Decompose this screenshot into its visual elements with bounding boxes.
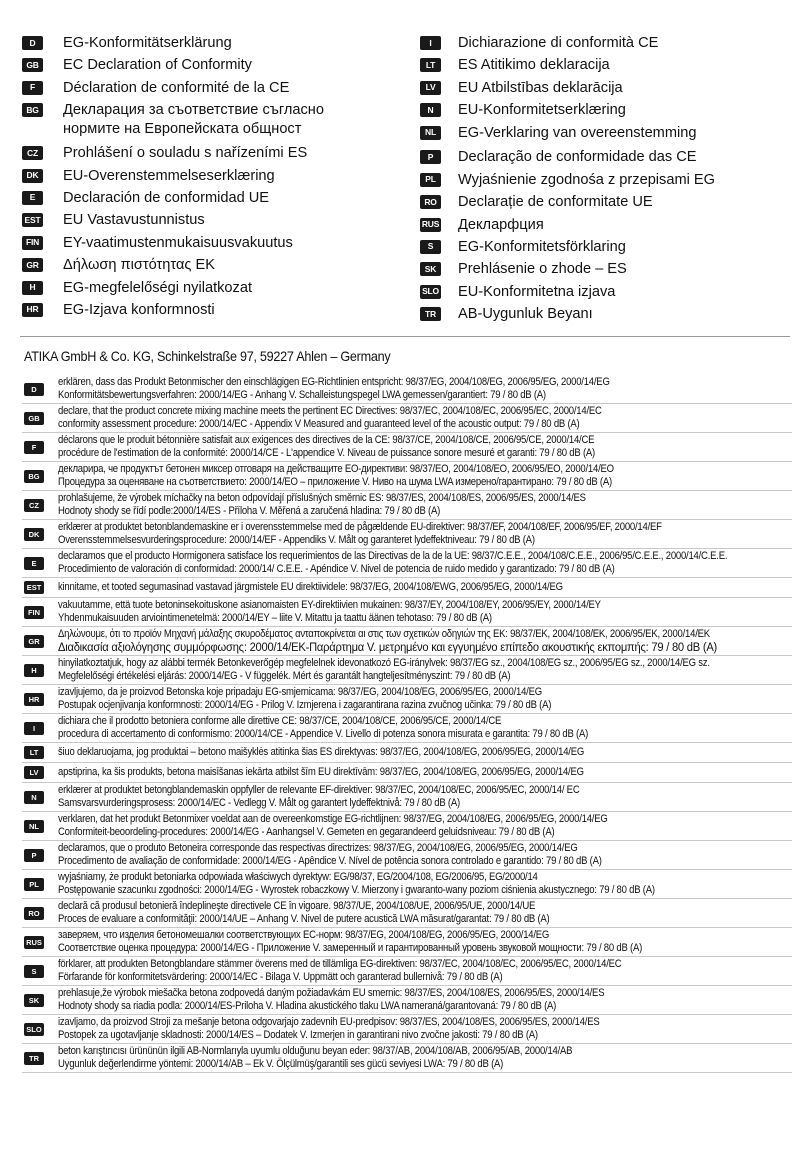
country-code-badge: SLO	[24, 1023, 44, 1036]
country-code-badge: EST	[22, 213, 43, 227]
header-item	[420, 193, 792, 212]
declaration-row	[22, 520, 792, 549]
country-code-badge: E	[24, 557, 44, 570]
country-code-badge: GR	[24, 635, 44, 648]
country-code-badge: LT	[420, 58, 441, 72]
header-left-column	[22, 34, 402, 327]
country-code-badge: FIN	[24, 606, 44, 619]
declaration-line: declaramos, que o produto Betoneira corresponde das respectivas directrizes: 98/37/EG, 2004/108/EG, 2006/95/EG, 2000/14/EG	[58, 842, 578, 855]
declaration-row	[22, 404, 792, 433]
declaration-line: erklären, dass das Produkt Betonmischer den einschlägigen EG-Richtlinien entspricht: 98/37/EG, 2004/108/EG, 2006/95/EG, 2000/14/EG	[58, 376, 610, 389]
declaration-text	[58, 766, 584, 779]
declaration-line: Postępowanie szacunku zgodności: 2000/14/EG - Wyrostek robaczkowy V. Mierzony i gwaranto-wany poziom ciśnienia akustycznego: 79 / 80 dB (A)	[58, 884, 655, 897]
declaration-line: Postopek za ugotavljanje skladnosti: 2000/14/ES – Dodatek V. Izmerjen in garantirani nivo zvočne jakosti: 79 / 80 dB (A)	[58, 1029, 538, 1042]
declaration-line: Procedimento de avaliação de conformidade: 2000/14/EG - Apêndice V. Nível de potência sonora controlado e garantido: 79 / 80 dB (A)	[58, 855, 602, 868]
header-title: Prehlásenie o zhode – ES	[458, 261, 627, 278]
country-code-badge: PL	[420, 173, 441, 187]
header-title: EU-Konformitetna izjava	[458, 283, 616, 300]
declaration-text	[58, 686, 551, 712]
declaration-line: Förfarande för konformitetsvärdering: 2000/14/EC - Bilaga V. Uppmätt och garanterad bullernivå: 79 / 80 dB (A)	[58, 971, 503, 984]
declaration-text	[58, 987, 604, 1013]
declaration-line: dichiara che il prodotto betoniera conforme alle direttive CE: 98/37/CE, 2004/108/CE, 2006/95/CE, 2000/14/CE	[58, 715, 502, 728]
declaration-line: verklaren, dat het produkt Betonmixer voeldat aan de overeenkomstige EG-richtlijnen: 98/37/EG, 2004/108/EG, 2006/95/EG, 2000/14/EG	[58, 813, 608, 826]
country-code-badge: HR	[24, 693, 44, 706]
declaration-row	[22, 714, 792, 743]
declaration-line: Διαδικασία αξιολόγησης συμμόρφωσης: 2000/14/ΕΚ-Παράρτημα V. μετρημένο και εγγυημένο επίπεδο ακουστικής εκπομπής: 79 / 80 dB (A)	[58, 640, 718, 655]
declaration-line: Δηλώνουμε, ότι το προϊόν Μηχανή μάλαξης σκυροδέματος ανταποκρίνεται αι στις των σχετικών οδηγιών της ΕΚ: 98/37/ΕΚ, 2004/108/ΕΚ, 2006/95/ΕΚ, 2000/14/ΕΚ	[58, 628, 710, 641]
country-code-badge: S	[420, 240, 441, 254]
declaration-line: Megfelelőségi értékelési eljárás: 2000/14/EG - V függelék. Mért és garantált hangteljesítményszint: 79 / 80 dB (A)	[58, 670, 511, 683]
header-title: EU Vastavustunnistus	[63, 212, 205, 229]
header-titles	[22, 34, 792, 327]
declaration-line: Samsvarsvurderingsprosess: 2000/14/EC - Vedlegg V. Målt og garantert lydeffektnivå: 79 / 80 dB (A)	[58, 797, 460, 810]
declaration-line: procédure de l'estimation de la conformité: 2000/14/CE - L'appendice V. Niveau de puissance sonore mesuré et garanti: 79 / 80 dB (A)	[58, 447, 595, 460]
declaration-line: декларира, че продуктът бетонен миксер отговаря на действащите ЕО-директиви: 98/37/ЕО, 2004/108/ЕО, 2006/95/ЕО, 2000/14/ЕО	[58, 463, 614, 476]
country-code-badge: NL	[420, 126, 441, 140]
declaration-row	[22, 578, 792, 598]
country-code-badge: P	[24, 849, 44, 862]
declaration-line: Соответствие оценка процедура: 2000/14/EG - Приложение V. замеренный и гарантированный уровень звуковой мощности: 79 / 80 dB (A)	[58, 942, 643, 955]
declaration-line: Postupak ocjenjivanja konformnosti: 2000/14/EG - Prilog V. Izmjerena i zagarantirana razina zvučnog učinka: 79 / 80 dB (A)	[58, 699, 552, 712]
declaration-row	[22, 743, 792, 763]
header-title: EG-megfelelőségi nyilatkozat	[63, 279, 252, 296]
declaration-line: izavljujemo, da je proizvod Betonska koje pripadaju EG-smjernicama: 98/37/EG, 2004/108/EG, 2006/95/EG, 2000/14/EG	[58, 686, 542, 699]
header-title: Declarație de conformitate UE	[458, 194, 653, 211]
declaration-text	[58, 784, 579, 810]
declaration-line: erklærer at produktet betongblandemaskin oppfyller de relevante EF-direktiver: 98/37/EC, 2004/108/EC, 2006/95/EC, 2000/14/ EC	[58, 784, 580, 797]
header-title: EC Declaration of Conformity	[63, 57, 252, 74]
country-code-badge: N	[24, 791, 44, 804]
header-item	[22, 211, 402, 230]
header-item	[420, 260, 792, 279]
header-item	[420, 79, 792, 98]
declaration-line: procedura di accertamento di conformismo: 2000/14/CE - Appendice V. Livello di potenza sonora misurata e garantita: 79 / 80 dB (A)	[58, 728, 589, 741]
declaration-line: apstiprina, ka šis produkts, betona maisīšanas iekārta atbilst šīm EU direktīvām: 98/37/EG, 2004/108/EG, 2006/95/EG, 2000/14/EG	[58, 766, 584, 779]
header-item	[420, 283, 792, 302]
declaration-text	[58, 434, 595, 460]
manufacturer-address: ATIKA GmbH & Co. KG, Schinkelstraße 97, 59227 Ahlen – Germany	[24, 349, 391, 365]
header-item	[420, 34, 792, 53]
header-item	[22, 56, 402, 75]
header-title: Dichiarazione di conformità CE	[458, 35, 659, 51]
declaration-text	[58, 813, 608, 839]
country-code-badge: TR	[24, 1052, 44, 1065]
declaration-text	[58, 1045, 572, 1071]
header-title: EU-Overenstemmelseserklæring	[63, 167, 275, 184]
header-item	[420, 148, 792, 167]
declaration-text	[58, 581, 563, 594]
country-code-badge: LV	[24, 766, 44, 779]
header-title: Декларация за съответствие съгласно нормите на Европейската общност	[63, 102, 324, 138]
header-item	[420, 238, 792, 257]
header-item	[22, 144, 402, 163]
declaration-text	[58, 599, 601, 625]
declaration-line: Konformitätsbewertungsverfahren: 2000/14/EG - Anhang V. Schalleistungspegel LWA gemessen/garantiert: 79 / 80 dB (A)	[58, 389, 546, 402]
declaration-line: šiuo deklaruojama, jog produktai – betono maišyklės atitinka šias ES direktyvas: 98/37/EG, 2004/108/EG, 2006/95/EG, 2000/14/EG	[58, 746, 585, 759]
header-title: EG-Verklaring van overeenstemming	[458, 124, 697, 141]
country-code-badge: GR	[22, 258, 43, 272]
header-item	[420, 171, 792, 190]
declaration-row	[22, 433, 792, 462]
declaration-row	[22, 462, 792, 491]
header-item	[420, 56, 792, 75]
header-item	[22, 279, 402, 298]
declaration-line: declare, that the product concrete mixing machine meets the pertinent EC Directives: 98/37/EC, 2004/108/EC, 2006/95/EC, 2000/14/EC	[58, 405, 602, 418]
declaration-row	[22, 491, 792, 520]
declaration-rows	[22, 375, 792, 1073]
country-code-badge: SK	[24, 994, 44, 1007]
country-code-badge: CZ	[24, 499, 44, 512]
declaration-text	[58, 405, 602, 431]
declaration-line: förklarer, att produkten Betongblandare stämmer överens med de tillämliga EG-direktiven: 98/37/EC, 2004/108/EC, 2006/95/EC, 2000/14/EC	[58, 958, 622, 971]
declaration-text	[58, 463, 614, 489]
country-code-badge: SK	[420, 262, 441, 276]
country-code-badge: HR	[22, 303, 43, 317]
declaration-line: Conformiteit-beoordeling-procedures: 2000/14/EG - Aanhangsel V. Gemeten en gegarandeerd geluidsniveau: 79 / 80 dB (A)	[58, 826, 555, 839]
declaration-line: wyjaśniamy, że produkt betoniarka odpowiada właściwych dyrektyw: EG/98/37, EG/2004/108, EG/2006/95, EG/2000/14	[58, 871, 538, 884]
header-item	[420, 216, 792, 235]
country-code-badge: RUS	[420, 218, 441, 232]
declaration-text	[58, 746, 584, 759]
country-code-badge: DK	[22, 169, 43, 183]
header-title: EG-Konformitetsförklaring	[458, 238, 626, 255]
declaration-line: conformity assessment procedure: 2000/14/EC - Appendix V Measured and guaranteed level of the acoustic output: 79 / 80 dB (A)	[58, 418, 580, 431]
declaration-line: declaramos que el producto Hormigonera satisface los requerimientos de las Directivas de la de la UE: 98/37/C.E.E., 2004/108/C.E.E., 2006/95/C.E.E., 2000/14/C.E.E.	[58, 550, 728, 563]
declaration-text	[58, 1016, 600, 1042]
declaration-text	[58, 628, 717, 654]
header-title: Деклapфция	[458, 216, 544, 233]
declaration-line: Proces de evaluare a conformităţii: 2000/14/UE – Anhang V. Nivel de putere acustică LWA măsurat/garantat: 79 / 80 dB (A)	[58, 913, 550, 926]
declaration-row	[22, 957, 792, 986]
header-item	[22, 189, 402, 208]
country-code-badge: D	[22, 36, 43, 50]
declaration-line: заверяем, что изделия бетономешалки соответствующих ЕС-норм: 98/37/EG, 2004/108/EG, 2006/95/EG, 2000/14/EG	[58, 929, 550, 942]
country-code-badge: EST	[24, 581, 44, 594]
country-code-badge: TR	[420, 307, 441, 321]
declaration-text	[58, 376, 610, 402]
declaration-row	[22, 899, 792, 928]
declaration-row	[22, 783, 792, 812]
header-item	[420, 305, 792, 324]
declaration-line: déclarons que le produit bétonnière satisfait aux exigences des directives de la CE: 98/37/CE, 2004/108/CE, 2006/95/CE, 2000/14/CE	[58, 434, 595, 447]
declaration-line: vakuutamme, että tuote betoninsekoituskone asianomaisten EY-direktiivien mukainen: 98/37/EY, 2004/108/EY, 2006/95/EY, 2000/14/EY	[58, 599, 601, 612]
header-title: Déclaration de conformité de la CE	[63, 79, 290, 96]
country-code-badge: H	[22, 281, 43, 295]
declaration-text	[58, 521, 662, 547]
declaration-row	[22, 870, 792, 899]
declaration-line: prohlašujeme, že výrobek míchačky na beton odpovídají příslušných směrnic ES: 98/37/ES, 2004/108/ES, 2006/95/ES, 2000/14/ES	[58, 492, 586, 505]
declaration-row	[22, 549, 792, 578]
country-code-badge: GB	[22, 58, 43, 72]
declaration-row	[22, 763, 792, 783]
declaration-line: declară că produsul betonieră îndeplineşte directivele CE în vigoare. 98/37/UE, 2004/108/UE, 2006/95/UE, 2000/14/UE	[58, 900, 536, 913]
declaration-line: prehlasuje,že výrobok miešačka betona zodpovedá daným požiadavkám EU smernic: 98/37/ES, 2004/108/ES, 2006/95/ES, 2000/14/ES	[58, 987, 605, 1000]
header-title: EG-Izjava konformnosti	[63, 301, 215, 318]
header-title: Declaração de conformidade das CE	[458, 149, 697, 166]
declaration-text	[58, 550, 727, 576]
declaration-row	[22, 627, 792, 656]
header-title: Δήλωση πιστότητας ΕΚ	[63, 257, 215, 274]
declaration-line: izavljamo, da proizvod Stroji za mešanje betona odgovarjajo zadevnih EU-predpisov: 98/37/ES, 2004/108/ES, 2006/95/ES, 2000/14/ES	[58, 1016, 600, 1029]
country-code-badge: RO	[24, 907, 44, 920]
header-title: EU Atbilstības deklarācija	[458, 79, 623, 96]
declaration-row	[22, 928, 792, 957]
header-divider	[20, 336, 790, 337]
declaration-text	[58, 871, 655, 897]
country-code-badge: FIN	[22, 236, 43, 250]
country-code-badge: SLO	[420, 285, 441, 299]
declaration-line: beton karıştırıcısı ürününün ilgili AB-Normlarıyla uyumlu olduğunu beyan eder: 98/37/AB, 2004/108/AB, 2006/95/AB, 2000/14/AB	[58, 1045, 573, 1058]
country-code-badge: DK	[24, 528, 44, 541]
header-title: Prohlášení o souladu s nařízeními ES	[63, 145, 308, 162]
declaration-text	[58, 929, 642, 955]
header-item	[420, 124, 792, 143]
declaration-row	[22, 656, 792, 685]
country-code-badge: LT	[24, 746, 44, 759]
declaration-line: erklærer at produktet betonblandemaskine er i overensstemmelse med de pågældende EU-direktiver: 98/37/EF, 2004/108/EF, 2006/95/EF, 2000/14/EF	[58, 521, 662, 534]
declaration-line: Uygunluk değerlendirme yöntemi: 2000/14/AB – Ek V. Ölçülmüş/garantili ses gücü seviyesi LWA: 79 / 80 dB (A)	[58, 1058, 504, 1071]
header-title: EG-Konformitätserklärung	[63, 35, 232, 51]
declaration-row	[22, 986, 792, 1015]
header-title: EY-vaatimustenmukaisuusvakuutus	[63, 234, 293, 251]
country-code-badge: E	[22, 191, 43, 205]
declaration-row	[22, 598, 792, 627]
declaration-row	[22, 1015, 792, 1044]
declaration-line: Hodnoty shody se řídí podle:2000/14/ES - Příloha V. Měřená a zaručená hladina: 79 / 80 dB (A)	[58, 505, 441, 518]
country-code-badge: I	[420, 36, 441, 50]
declaration-row	[22, 1044, 792, 1073]
declaration-line: Процедура за оценяване на съответствието: 2000/14/ЕО – приложение V. Ниво на шума LWA измерено/гарантирано: 79 / 80 dB (A)	[58, 476, 612, 489]
country-code-badge: P	[420, 150, 441, 164]
declaration-row	[22, 812, 792, 841]
country-code-badge: BG	[24, 470, 44, 483]
header-item	[22, 234, 402, 253]
header-item	[420, 101, 792, 120]
country-code-badge: GB	[24, 412, 44, 425]
declaration-text	[58, 958, 621, 984]
header-title: ES Atitikimo deklaracija	[458, 57, 610, 74]
declaration-line: kinnitame, et tooted segumasinad vastavad järgmistele EU direktiividele: 98/37/EG, 2004/108/EWG, 2006/95/EG, 2000/14/EG	[58, 581, 563, 594]
header-right-column	[420, 34, 792, 327]
country-code-badge: F	[22, 81, 43, 95]
declaration-text	[58, 492, 586, 518]
country-code-badge: NL	[24, 820, 44, 833]
declaration-line: Procedimiento de valoración di conformidad: 2000/14/ C.E.E. - Apéndice V. Nivel de potencia de ruido medido y garantizado: 79 / 80 dB (A)	[58, 563, 615, 576]
header-title: Wyjaśnienie zgodnośa z przepisami EG	[458, 171, 716, 188]
declaration-text	[58, 657, 710, 683]
header-item	[22, 256, 402, 275]
header-title: Declaración de conformidad UE	[63, 189, 270, 206]
header-title: AB-Uygunluk Beyanı	[458, 306, 593, 323]
declaration-page	[22, 34, 792, 1073]
header-title: EU-Konformitetserklæring	[458, 102, 626, 119]
declaration-row	[22, 375, 792, 404]
declaration-row	[22, 841, 792, 870]
country-code-badge: PL	[24, 878, 44, 891]
country-code-badge: D	[24, 383, 44, 396]
country-code-badge: CZ	[22, 146, 43, 160]
declaration-line: Overensstemmelsesvurderingsprocedure: 2000/14/EF - Appendiks V. Målt og garanteret lydeffektniveau: 79 / 80 dB (A)	[58, 534, 535, 547]
declaration-line: hinyilatkoztatjuk, hogy az alábbi termék Betonkeverőgép megfelelnek idevonatkozó EG-iránylvek: 98/37/EG sz., 2004/108/EG sz., 2006/95/EG sz., 2000/14/EG sz.	[58, 657, 710, 670]
country-code-badge: S	[24, 965, 44, 978]
country-code-badge: N	[420, 103, 441, 117]
country-code-badge: H	[24, 664, 44, 677]
declaration-text	[58, 900, 550, 926]
declaration-text	[58, 842, 602, 868]
country-code-badge: BG	[22, 103, 43, 117]
country-code-badge: I	[24, 722, 44, 735]
header-item	[22, 34, 402, 53]
country-code-badge: RUS	[24, 936, 44, 949]
header-item	[22, 167, 402, 186]
declaration-line: Hodnoty shody sa riadia podla: 2000/14/ES-Priloha V. Hladina akustického tlaku LWA nameraná/garantovaná: 79 / 80 dB (A)	[58, 1000, 557, 1013]
declaration-text	[58, 715, 588, 741]
country-code-badge: F	[24, 441, 44, 454]
header-item	[22, 301, 402, 320]
declaration-row	[22, 685, 792, 714]
country-code-badge: LV	[420, 81, 441, 95]
header-item	[22, 79, 402, 98]
country-code-badge: RO	[420, 195, 441, 209]
header-item	[22, 101, 402, 139]
declaration-line: Yhdenmukaisuuden arviointimenetelmä: 2000/14/EY – liite V. Mitattu ja taattu äänen tehotaso: 79 / 80 dB (A)	[58, 612, 492, 625]
